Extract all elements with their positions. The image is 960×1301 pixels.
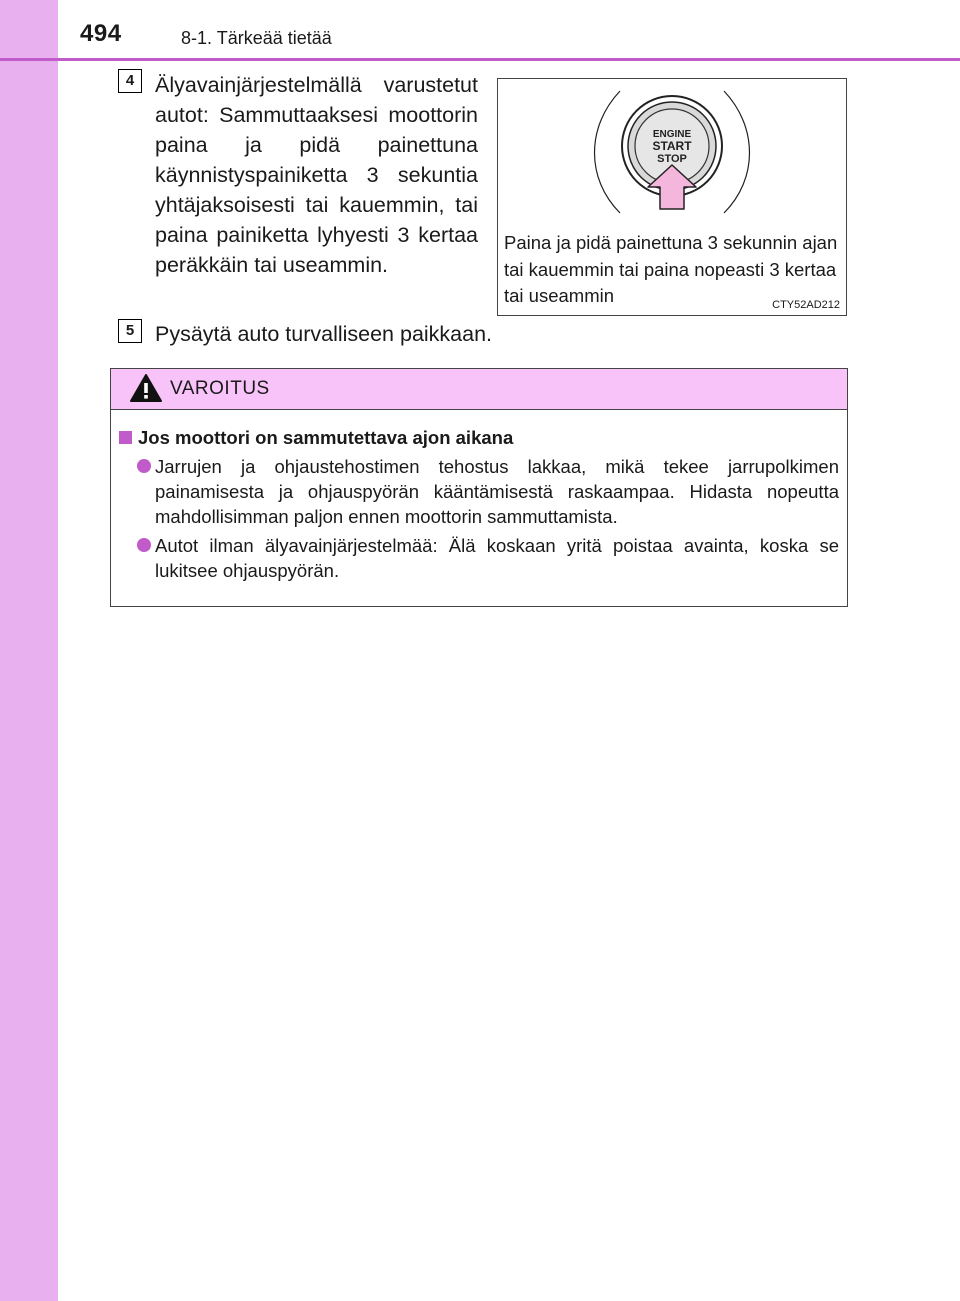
warning-box [110,368,848,607]
warning-header [111,369,847,410]
button-label-line-3: STOP [657,153,687,165]
warning-subheading [119,427,513,449]
page-number: 494 [80,20,122,47]
section-title: 8-1. Tärkeää tietää [181,28,332,48]
figure-caption: Paina ja pidä painettuna 3 sekunnin ajan tai kauemmin tai paina nopeasti 3 kertaa tai useammin [504,232,838,306]
round-bullet-icon [137,538,151,552]
engine-button-figure [497,78,847,316]
square-bullet-icon [119,431,132,444]
step-4-text: Älyavainjärjestelmällä varustetut autot: Sammuttaaksesi moottorin paina ja pidä painettuna käynnistyspainiketta 3 sekuntia yhtäjaksoisesti tai kauemmin, tai paina painiketta lyhyesti 3 kertaa peräkkäin tai useammin. [155,73,478,277]
warning-triangle-icon [129,373,163,403]
step-5-text: Pysäytä auto turvalliseen paikkaan. [155,322,493,346]
warning-subheading-text: Jos moottori on sammutettava ajon aikana [138,427,514,448]
figure-code: CTY52AD212 [772,299,840,311]
step-number-badge: 4 [118,69,142,93]
page-sidebar [0,0,58,1301]
warning-bullet-text: Jarrujen ja ohjaustehostimen tehostus lakkaa, mikä tekee jarrupolkimen painamisesta ja ohjauspyörän kääntämisestä raskaampaa. Hidasta nopeutta mahdollisimman paljon ennen moottorin sammuttamista. [155,456,839,527]
warning-title: VAROITUS [170,378,270,399]
warning-bullet [137,454,839,529]
engine-start-stop-button-icon [498,79,846,229]
round-bullet-icon [137,459,151,473]
warning-bullet [137,533,839,583]
warning-bullet-text: Autot ilman älyavainjärjestelmää: Älä koskaan yritä poistaa avainta, koska se lukitsee ohjauspyörän. [155,535,839,581]
header-divider [0,58,960,61]
button-label-line-2: START [652,139,692,153]
step-number-badge: 5 [118,319,142,343]
button-label-line-1: ENGINE [652,129,692,140]
